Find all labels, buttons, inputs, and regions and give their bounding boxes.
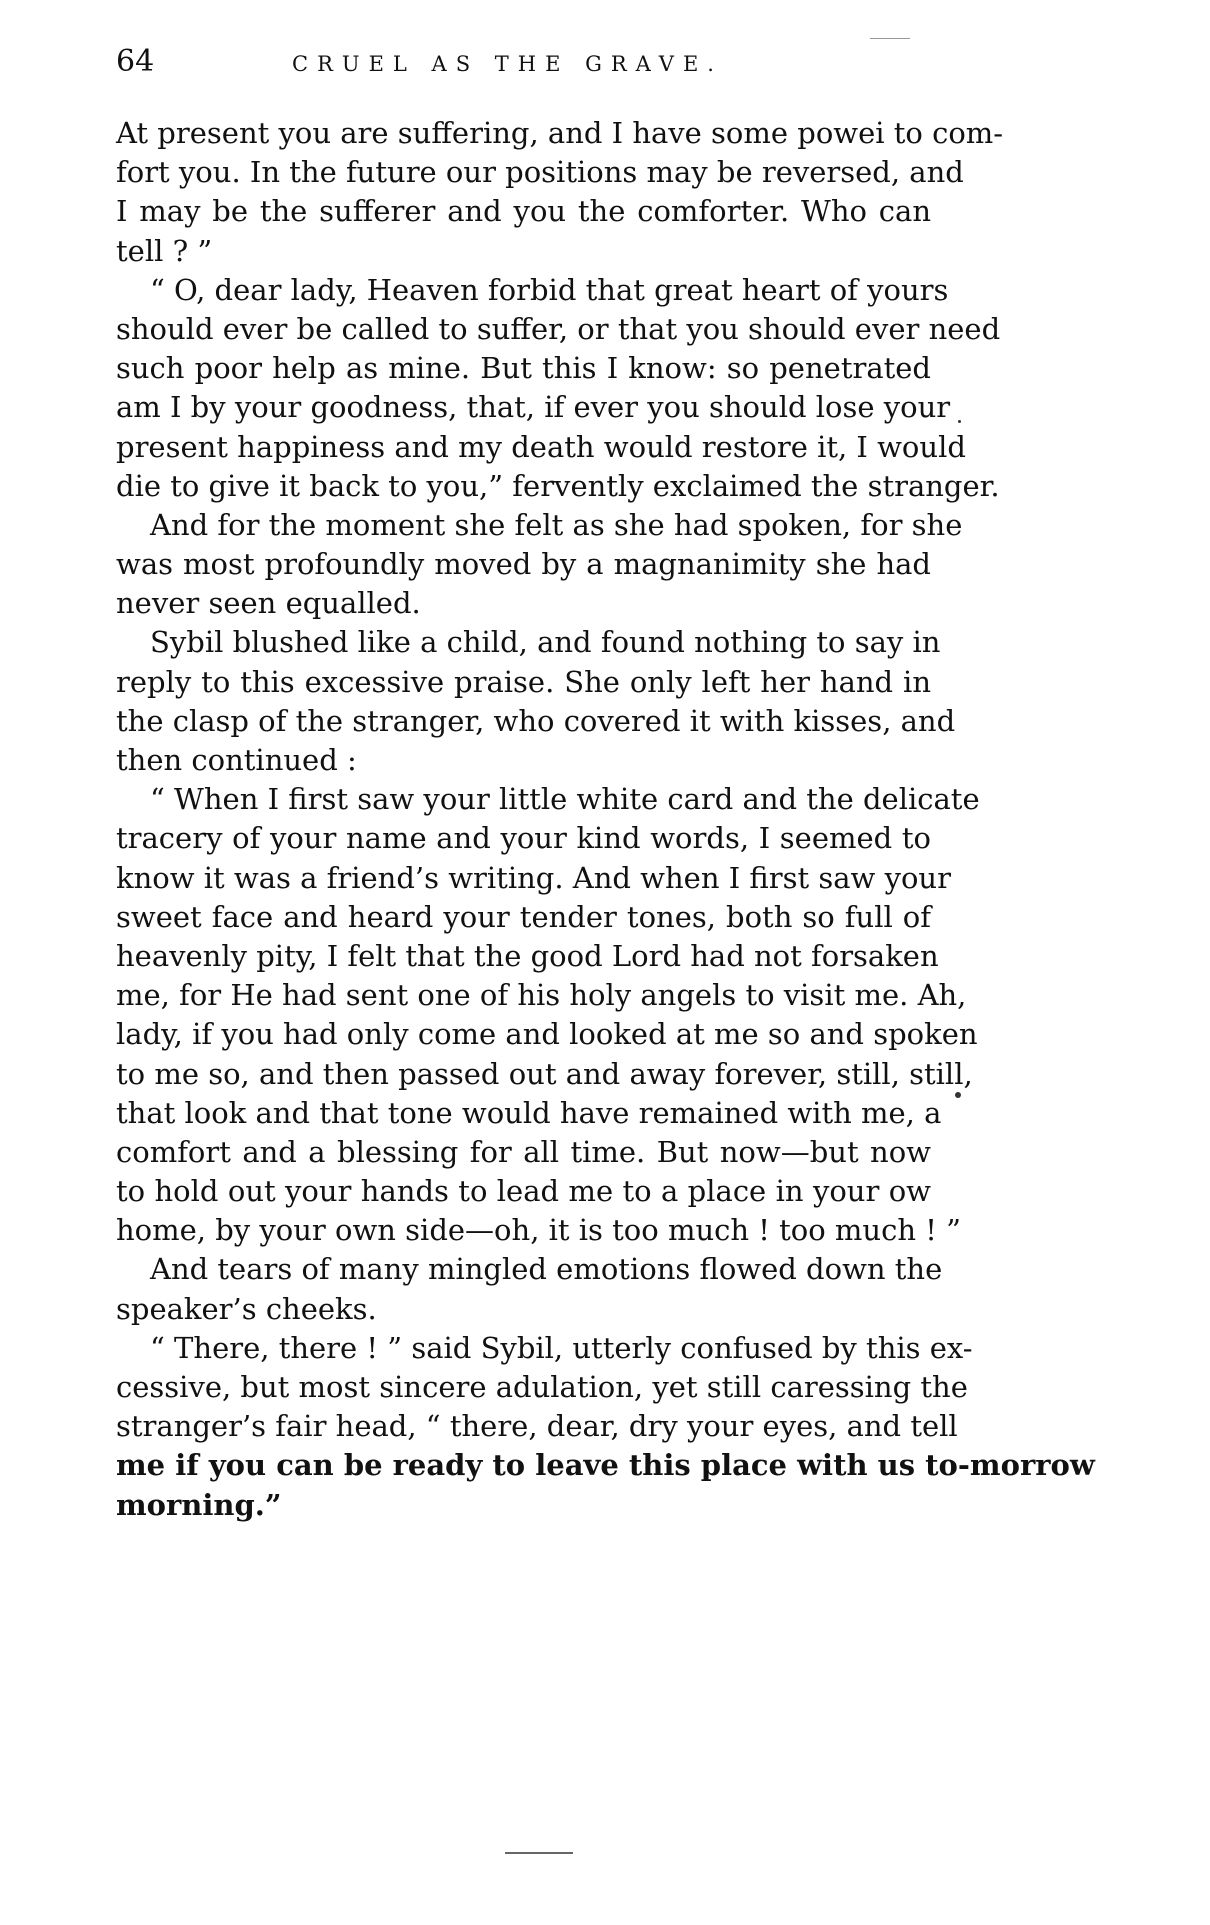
page-number: 64	[116, 44, 155, 79]
running-head	[116, 40, 931, 90]
text-line: was most profoundly moved by a magnanimity she had	[116, 547, 931, 582]
text-line: lady, if you had only come and looked at me so and spoken	[116, 1017, 978, 1052]
text-line: die to give it back to you,” fervently exclaimed the stranger.	[116, 468, 1000, 503]
print-speck	[958, 420, 961, 423]
running-title: CRUEL AS THE GRAVE.	[292, 52, 723, 76]
text-line: tracery of your name and your kind words, I seemed to	[116, 821, 931, 856]
text-line: me if you can be ready to leave this place with us to-morrow	[116, 1448, 1095, 1483]
text-line: speaker’s cheeks.	[116, 1291, 377, 1326]
text-line: “ There, there ! ” said Sybil, utterly confused by this ex-	[150, 1330, 973, 1365]
text-line: tell ? ”	[116, 233, 213, 268]
text-line: At present you are suffering, and I have some powei to com-	[116, 116, 1004, 150]
text-line: “ When I first saw your little white card and the delicate	[150, 782, 980, 817]
text-line: heavenly pity, I felt that the good Lord had not forsaken	[116, 938, 939, 973]
text-line: I may be the sufferer and you the comforter. Who can	[116, 194, 931, 229]
text-line: the clasp of the stranger, who covered it with kisses, and	[116, 703, 956, 738]
text-line: comfort and a blessing for all time. But now—but now	[116, 1134, 931, 1169]
text-line: And tears of many mingled emotions flowed down the	[150, 1252, 943, 1287]
text-line: am I by your goodness, that, if ever you should lose your	[116, 390, 951, 425]
text-line: to hold out your hands to lead me to a place in your ow	[116, 1174, 931, 1209]
text-line: then continued :	[116, 743, 357, 777]
text-line: me, for He had sent one of his holy angels to visit me. Ah,	[116, 978, 967, 1013]
text-line: reply to this excessive praise. She only left her hand in	[116, 664, 931, 699]
text-line: sweet face and heard your tender tones, both so full of	[116, 899, 931, 934]
text-line: “ O, dear lady, Heaven forbid that great heart of yours	[150, 272, 949, 307]
body-text	[116, 114, 1095, 1525]
print-speck	[955, 1092, 961, 1098]
text-line: morning.”	[116, 1487, 282, 1522]
text-line: stranger’s fair head, “ there, dear, dry your eyes, and tell	[116, 1409, 958, 1444]
text-line: home, by your own side—oh, it is too much ! too much ! ”	[116, 1213, 961, 1248]
text-line: And for the moment she felt as she had spoken, for she	[150, 507, 963, 542]
text-line: should ever be called to suffer, or that you should ever need	[116, 311, 1001, 346]
text-line: that look and that tone would have remained with me, a	[116, 1095, 942, 1130]
text-line: to me so, and then passed out and away forever, still, still,	[116, 1056, 973, 1091]
text-line: present happiness and my death would restore it, I would	[116, 429, 966, 464]
text-line: cessive, but most sincere adulation, yet still caressing the	[116, 1370, 968, 1404]
text-line: Sybil blushed like a child, and found nothing to say in	[150, 625, 941, 660]
text-line: such poor help as mine. But this I know: so penetrated	[116, 351, 931, 386]
text-line: fort you. In the future our positions may be reversed, and	[116, 155, 964, 190]
print-speck	[870, 38, 910, 39]
text-line: know it was a friend’s writing. And when I first saw your	[116, 860, 951, 895]
text-line: never seen equalled.	[116, 586, 421, 621]
print-rule	[505, 1852, 573, 1854]
